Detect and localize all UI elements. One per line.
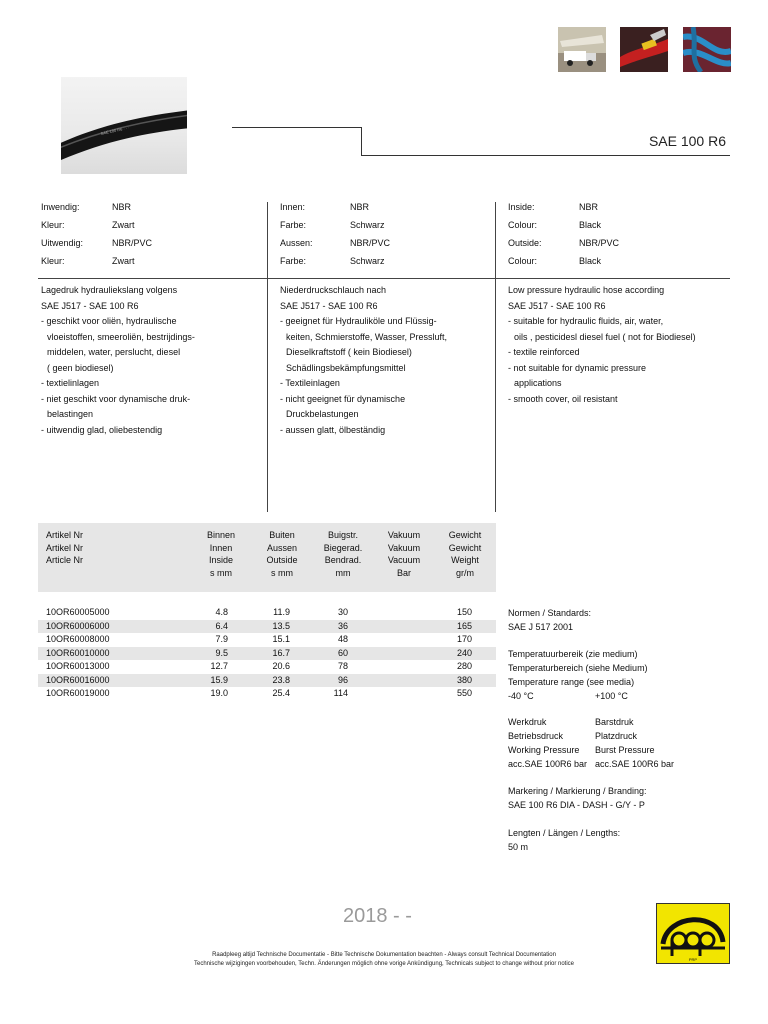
- standards-block: Normen / Standards: SAE J 517 2001: [508, 608, 592, 632]
- table-header: [38, 523, 496, 592]
- table-row: 10OR60005000 4.8 11.9 30 150: [46, 607, 472, 617]
- table-row: 10OR60006000 6.4 13.5 36 165: [38, 620, 496, 634]
- spec-row: Farbe: Schwarz: [280, 220, 385, 230]
- year-label: 2018 - -: [343, 905, 412, 927]
- svg-text:SAE 100 R6 · · ·: SAE 100 R6 · · ·: [100, 124, 130, 136]
- spec-row: Colour: Black: [508, 256, 602, 266]
- pressure-block: Werkdruk Barstdruk Betriebsdruck Platzdruck Working Pressure Burst Pressure acc.SAE 100R6 bar acc.SAE 100R6 bar: [508, 717, 675, 769]
- blue-hose-photo: [683, 27, 731, 72]
- column-divider: [267, 202, 268, 512]
- footer-note: Raadpleeg altijd Technische Documentatie - Bitte Technische Dokumentation beachten - Always consult Technical Documentation: [212, 952, 556, 958]
- table-row: 10OR60016000 15.9 23.8 96 380: [38, 674, 496, 688]
- spec-row: Colour: Black: [508, 220, 602, 230]
- footer-note: Technische wijzigingen voorbehouden, Techn. Änderungen möglich ohne vorige Ankündigung, Technicals subject to change without prior notice: [193, 961, 575, 967]
- company-logo: [656, 903, 730, 964]
- spec-row: Kleur: Zwart: [41, 220, 135, 230]
- title-rule: [361, 155, 730, 156]
- table-row: 10OR60013000 12.7 20.6 78 280: [46, 661, 472, 671]
- table-row: 10OR60019000 19.0 25.4 114 550: [46, 688, 472, 698]
- spec-block-en: [508, 202, 728, 274]
- length-block: Lengten / Längen / Lengths: 50 m: [508, 828, 621, 852]
- table-row: 10OR60010000 9.5 16.7 60 240: [38, 647, 496, 661]
- spec-row: Uitwendig: NBR/PVC: [41, 238, 153, 248]
- fuel-nozzle-photo: [620, 27, 668, 72]
- product-photo: [61, 77, 187, 174]
- description-de: Niederdruckschlauch nach SAE J517 - SAE 100 R6 - geeignet für Hydrauliköle und Flüssig- keiten, Schmierstoffe, Wasser, Pressluft, Dieselkraftstoff ( kein Biodiesel) Schädlingsbekämpfungsmittel - Textileinlagen - nicht geeignet für dynamische Druckbelastungen - aussen glatt, ölbeständig: [280, 285, 448, 435]
- column-header-bendradius: Buigstr. Biegerad. Bendrad. mm: [323, 530, 363, 578]
- column-header-article: Artikel Nr Artikel Nr Article Nr: [46, 530, 84, 565]
- temperature-block: Temperatuurbereik (zie medium) Temperaturbereich (siehe Medium) Temperature range (see media) -40 °C +100 °C: [508, 649, 648, 701]
- spec-row: Aussen: NBR/PVC: [280, 238, 391, 248]
- table-row: 10OR60008000 7.9 15.1 48 170: [46, 634, 472, 644]
- spec-row: Innen: NBR: [280, 202, 370, 212]
- title-rule: [232, 127, 362, 128]
- column-header-outside: Buiten Aussen Outside s mm: [266, 530, 298, 578]
- spec-row: Inwendig: NBR: [41, 202, 132, 212]
- spec-row: Outside: NBR/PVC: [508, 238, 620, 248]
- svg-text:PRP: PRP: [688, 957, 698, 962]
- spec-row: Farbe: Schwarz: [280, 256, 385, 266]
- marking-block: Markering / Markierung / Branding: SAE 100 R6 DIA - DASH - G/Y - P: [508, 786, 647, 810]
- description-en: Low pressure hydraulic hose according SAE J517 - SAE 100 R6 - suitable for hydraulic fluids, air, water, oils , pesticidesl diesel fuel ( not for Biodiesel) - textile reinforced - not suitable for dynamic pressure applications - smooth cover, oil resistant: [508, 285, 696, 404]
- divider: [38, 278, 730, 279]
- column-header-weight: Gewicht Gewicht Weight gr/m: [448, 530, 482, 578]
- page-title: SAE 100 R6: [648, 133, 726, 149]
- column-header-vacuum: Vakuum Vakuum Vacuum Bar: [387, 530, 421, 578]
- spec-row: Kleur: Zwart: [41, 256, 135, 266]
- column-divider: [495, 202, 496, 512]
- truck-photo: [558, 27, 606, 72]
- spec-row: Inside: NBR: [508, 202, 599, 212]
- spec-block-de: [280, 202, 490, 274]
- title-rule: [361, 127, 362, 156]
- column-header-inside: Binnen Innen Inside s mm: [206, 530, 236, 578]
- description-nl: Lagedruk hydrauliekslang volgens SAE J517 - SAE 100 R6 - geschikt voor oliën, hydraulische vloeistoffen, smeeroliën, bestrijdings- middelen, water, perslucht, diesel ( geen biodiesel) - textielinlagen - niet geschikt voor dynamische druk- belastingen - uitwendig glad, oliebestendig: [41, 285, 195, 435]
- spec-block-nl: [41, 202, 261, 274]
